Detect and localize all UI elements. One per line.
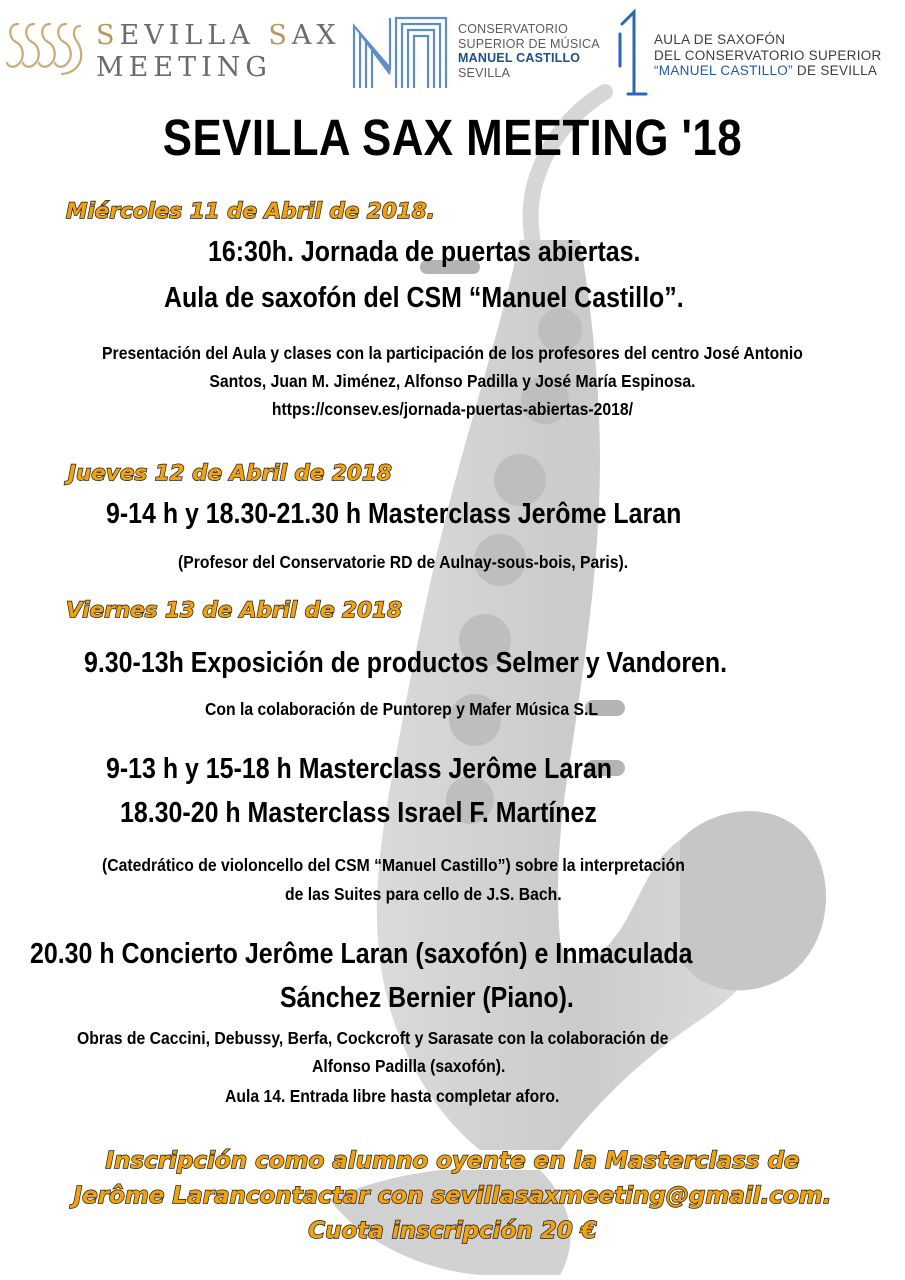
day3-concert-line1: 20.30 h Concierto Jerôme Laran (saxofón) e Inmaculada xyxy=(30,938,693,970)
conservatorio-logo-text: CONSERVATORIO SUPERIOR DE MÚSICA MANUEL CASTILLO SEVILLA xyxy=(458,22,600,80)
day3-masterclass-martinez: 18.30-20 h Masterclass Israel F. Martínez xyxy=(120,797,597,829)
page-title: SEVILLA SAX MEETING '18 xyxy=(162,109,743,166)
sevilla-sax-meeting-logo xyxy=(4,14,344,86)
day2-note: (Profesor del Conservatorie RD de Aulnay-sous-bois, Paris). xyxy=(178,552,629,572)
footer-registration-line2: Jerôme Larancontactar con sevillasaxmeeting@gmail.com. xyxy=(73,1183,832,1209)
day3-martinez-note-line2: de las Suites para cello de J.S. Bach. xyxy=(285,884,562,904)
sss-monogram-icon xyxy=(4,16,86,82)
day2-date: Jueves 12 de Abril de 2018 xyxy=(68,461,392,486)
conservatorio-logo xyxy=(350,12,615,90)
day3-concert-note-line1: Obras de Caccini, Debussy, Berfa, Cockcroft y Sarasate con la colaboración de xyxy=(77,1028,669,1048)
aula-logo-text: AULA DE SAXOFÓN DEL CONSERVATORIO SUPERIOR “MANUEL CASTILLO” DE SEVILLA xyxy=(654,32,882,78)
day2-masterclass: 9-14 h y 18.30-21.30 h Masterclass Jerôme Laran xyxy=(106,498,682,530)
day1-date: Miércoles 11 de Abril de 2018. xyxy=(66,199,435,224)
logo-line-sevilla-sax: SEVILLA SAX xyxy=(96,20,341,51)
day3-exposition: 9.30-13h Exposición de productos Selmer y Vandoren. xyxy=(84,647,728,679)
day1-event-line2: Aula de saxofón del CSM “Manuel Castillo”. xyxy=(164,282,684,314)
day1-event-line1: 16:30h. Jornada de puertas abiertas. xyxy=(208,236,641,268)
logo-line-meeting: MEETING xyxy=(96,52,272,83)
day3-concert-line2: Sánchez Bernier (Piano). xyxy=(280,982,574,1014)
day1-description-line2: Santos, Juan M. Jiménez, Alfonso Padilla y José María Espinosa. xyxy=(209,371,696,391)
day3-exposition-note: Con la colaboración de Puntorep y Mafer Música S.L xyxy=(205,699,598,719)
day3-masterclass-laran: 9-13 h y 15-18 h Masterclass Jerôme Laran xyxy=(106,753,613,785)
day1-link[interactable]: https://consev.es/jornada-puertas-abiertas-2018/ xyxy=(271,399,634,419)
footer-registration-line1: Inscripción como alumno oyente en la Masterclass de xyxy=(105,1148,800,1174)
day1-description-line1: Presentación del Aula y clases con la participación de los profesores del centro José Antonio xyxy=(102,343,803,363)
day3-martinez-note-line1: (Catedrático de violoncello del CSM “Manuel Castillo”) sobre la interpretación xyxy=(102,855,685,875)
day3-concert-note-line2: Alfonso Padilla (saxofón). xyxy=(312,1056,506,1076)
aula-saxofon-logo xyxy=(614,6,904,96)
day3-concert-note-line3: Aula 14. Entrada libre hasta completar aforo. xyxy=(225,1086,560,1106)
day3-date: Viernes 13 de Abril de 2018 xyxy=(66,598,403,623)
conservatorio-m-icon xyxy=(350,12,450,90)
footer-fee: Cuota inscripción 20 € xyxy=(308,1218,597,1244)
aula-figure-one-icon xyxy=(614,6,654,96)
